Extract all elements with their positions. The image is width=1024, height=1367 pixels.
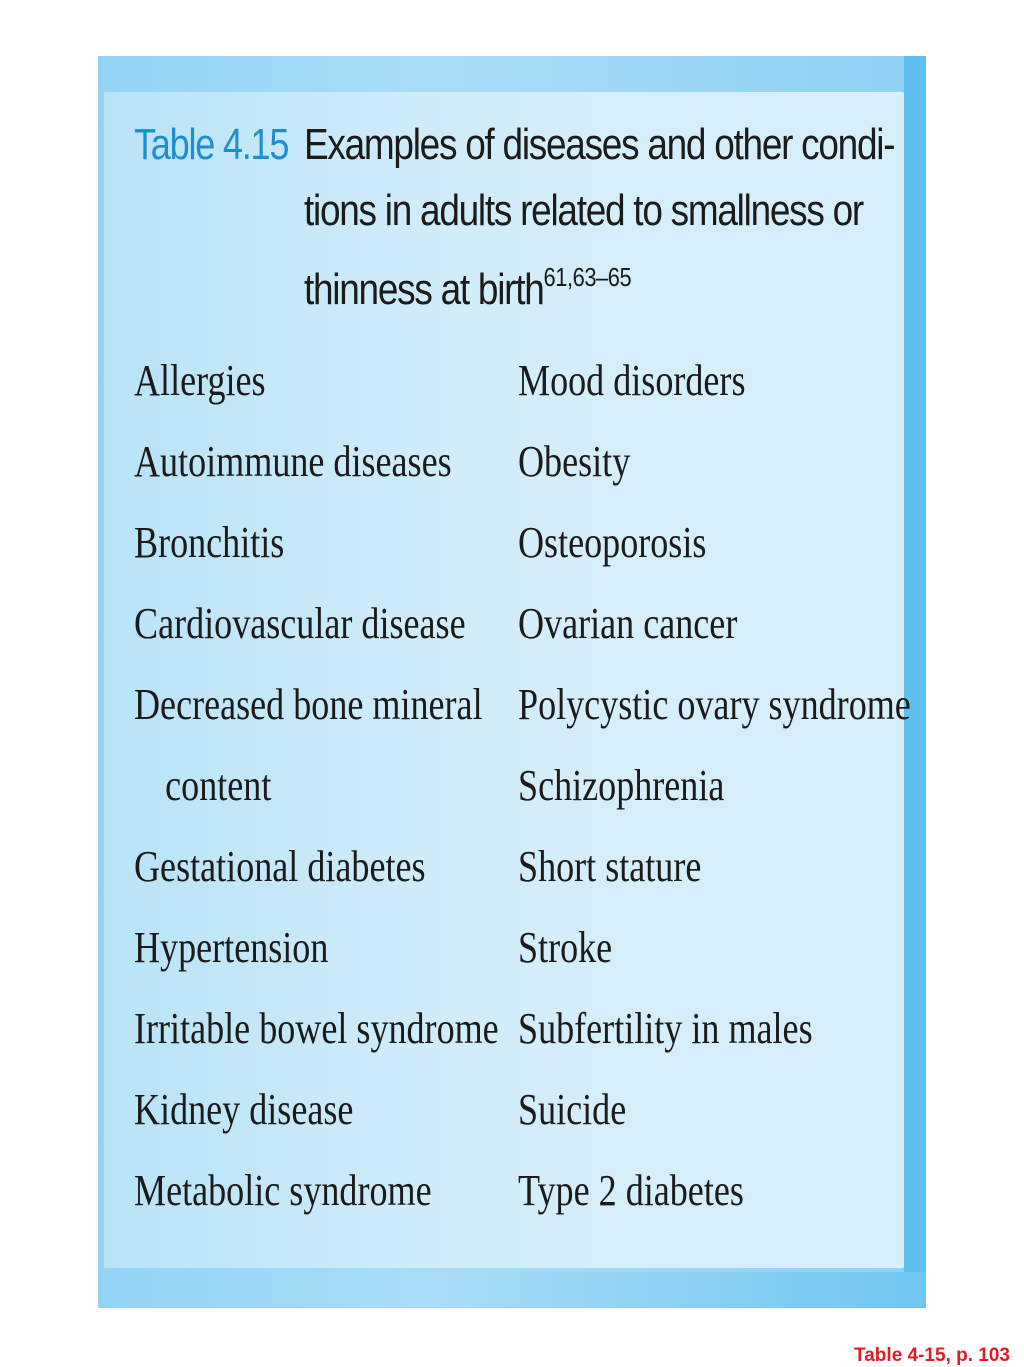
right-column (518, 340, 911, 1231)
list-item: Autoimmune diseases (134, 437, 452, 486)
list-item: Hypertension (134, 923, 329, 972)
list-item: Polycystic ovary syndrome (518, 680, 911, 729)
list-item: Gestational diabetes (134, 842, 426, 891)
table-label: Table 4.15 (134, 120, 289, 169)
list-item: Irritable bowel syndrome (134, 1004, 499, 1053)
list-item: Metabolic syndrome (134, 1166, 432, 1215)
left-column (134, 340, 499, 1231)
list-item: Stroke (518, 923, 613, 972)
source-footnote: Table 4-15, p. 103 (854, 1345, 1010, 1366)
caption-line: Examples of diseases and other condi- (304, 120, 895, 169)
list-item: Suicide (518, 1085, 627, 1134)
list-item: Cardiovascular disease (134, 599, 466, 648)
list-item: Short stature (518, 842, 702, 891)
list-item: Ovarian cancer (518, 599, 738, 648)
list-item: Obesity (518, 437, 631, 486)
caption-line-last (304, 244, 825, 323)
caption-line-text: thinness at birth (304, 265, 544, 314)
list-item: Type 2 diabetes (518, 1166, 744, 1215)
list-item: Decreased bone mineral (134, 680, 483, 729)
list-item: Bronchitis (134, 518, 285, 567)
panel-bottom-border (98, 1272, 926, 1308)
list-item: Subfertility in males (518, 1004, 813, 1053)
table-caption (304, 112, 895, 323)
list-item: Osteoporosis (518, 518, 707, 567)
list-item: Kidney disease (134, 1085, 354, 1134)
caption-references: 61,63–65 (543, 262, 632, 292)
list-item: Mood disorders (518, 356, 746, 405)
list-item: Schizophrenia (518, 761, 725, 810)
caption-line: tions in adults related to smallness or (304, 186, 863, 235)
list-item: Allergies (134, 356, 266, 405)
list-item-continuation: content (165, 761, 272, 810)
